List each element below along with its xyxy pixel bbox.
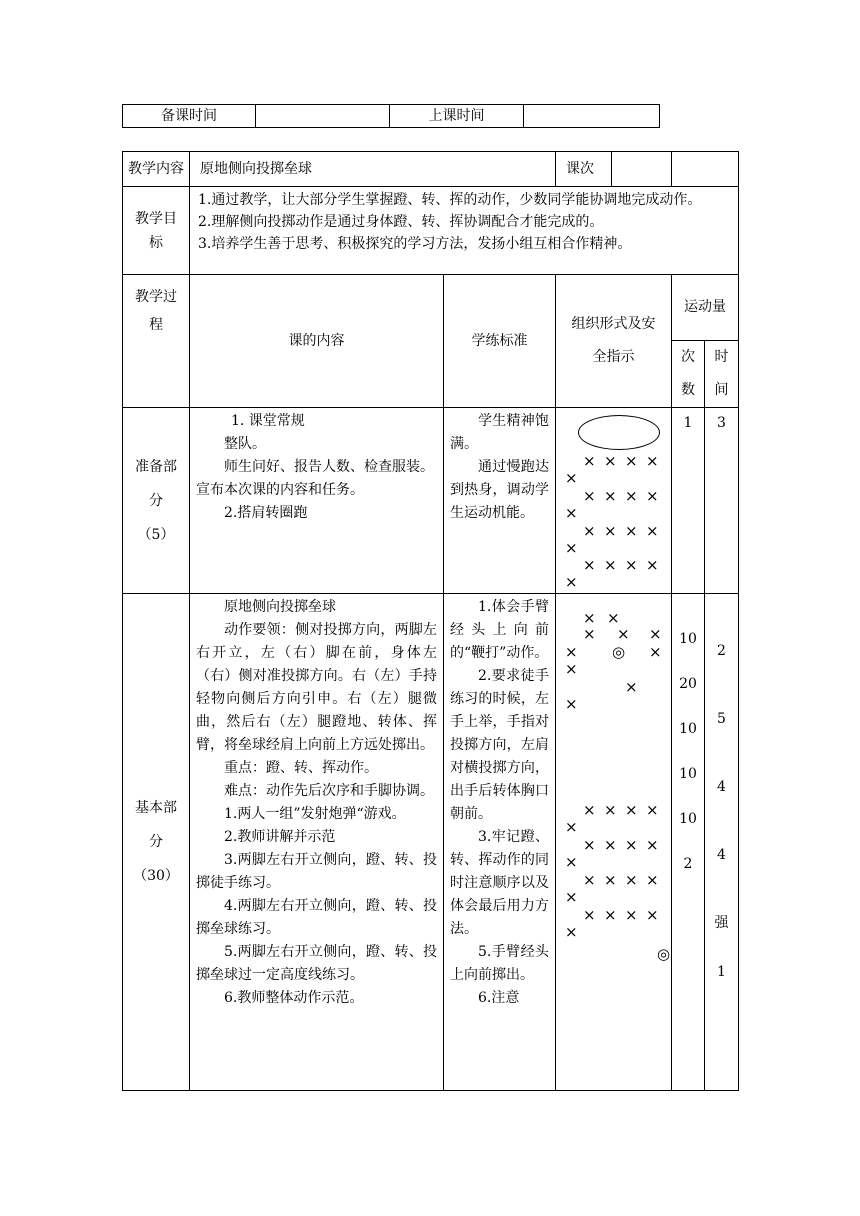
basic-standard-line: 1.体会手臂经头上向前的“鞭打”动作。 (450, 599, 549, 661)
basic-content-line: 5.两脚左右开立侧向，蹬、转、投掷垒球过一定高度线练习。 (196, 944, 437, 983)
organization-header (556, 275, 672, 408)
student-mark: × (604, 452, 617, 470)
goals-row (123, 187, 739, 275)
student-mark: × (604, 522, 617, 540)
student-mark: × (625, 522, 638, 540)
student-mark: × (625, 906, 638, 924)
basic-times-value: 10 (679, 721, 697, 737)
load-header (672, 275, 739, 341)
student-mark: × (565, 660, 578, 678)
basic-duration-value: 1 (717, 964, 726, 980)
basic-times-value: 2 (683, 856, 693, 872)
student-mark: × (565, 923, 578, 941)
student-mark: × (583, 906, 596, 924)
student-mark: × (646, 556, 659, 574)
teacher-mark: ◎ (612, 643, 626, 661)
basic-content-line: 6.教师整体动作示范。 (224, 990, 364, 1006)
lesson-number-label (556, 152, 672, 187)
basic-times (672, 594, 705, 1091)
basic-section-name (123, 594, 190, 1091)
lesson-number-text: 课次 (556, 152, 612, 186)
student-mark: × (565, 818, 578, 836)
content-label: 教学内容 (123, 152, 190, 187)
student-mark: × (565, 573, 578, 591)
student-mark: × (604, 906, 617, 924)
prep-section-title: 准备部分 (135, 458, 177, 509)
student-mark: × (646, 452, 659, 470)
student-mark: × (625, 556, 638, 574)
student-mark: × (604, 487, 617, 505)
prep-content-line: 宣布本次课的内容和任务。 (196, 482, 364, 498)
student-mark: × (607, 609, 620, 627)
goals-content (190, 187, 739, 275)
student-mark: × (583, 452, 596, 470)
student-mark: × (625, 452, 638, 470)
duration-header (705, 341, 739, 408)
prep-times-value: 1 (683, 415, 693, 431)
student-mark: × (583, 487, 596, 505)
times-header (672, 341, 705, 408)
prep-times (672, 408, 705, 594)
prep-formation (556, 408, 672, 594)
prep-standard-line: 学生精神饱满。 (450, 413, 549, 452)
goals-label-text: 教学目标 (135, 210, 177, 251)
basic-formation-diagram (556, 594, 671, 1090)
student-mark: × (625, 678, 638, 696)
basic-content-line: 难点：动作先后次序和手脚协调。 (224, 783, 434, 799)
student-mark: × (565, 469, 578, 487)
time-row (123, 105, 660, 128)
class-time-label: 上课时间 (390, 105, 524, 128)
basic-duration-value: 4 (717, 779, 726, 795)
prep-duration (705, 408, 739, 594)
student-mark: × (649, 643, 662, 661)
student-mark: × (565, 853, 578, 871)
prep-content-line: 1. 课堂常规 (231, 413, 305, 429)
student-mark: × (646, 836, 659, 854)
prep-formation-diagram (556, 408, 671, 593)
basic-section-row (123, 594, 739, 1091)
student-mark: × (604, 836, 617, 854)
process-header (123, 275, 190, 408)
student-mark: × (583, 871, 596, 889)
basic-times-value: 10 (679, 631, 697, 647)
process-header-text: 教学过程 (135, 289, 177, 333)
basic-standard-line: 6.注意 (478, 990, 520, 1006)
basic-section-standard (444, 594, 556, 1091)
basic-duration-value: 4 (717, 847, 726, 863)
basic-section-title: 基本部分 (135, 800, 177, 850)
student-mark: × (625, 836, 638, 854)
prep-section-name (123, 408, 190, 594)
student-mark: × (583, 609, 596, 627)
basic-section-minutes: （30） (133, 868, 179, 884)
student-mark: × (604, 871, 617, 889)
prep-time-label: 备课时间 (123, 105, 256, 128)
student-mark: × (646, 871, 659, 889)
student-mark: × (604, 556, 617, 574)
student-mark: × (646, 906, 659, 924)
prep-time-value (256, 105, 390, 128)
basic-content-line: 动作要领：侧对投掷方向，两脚左右开立，左（右）脚在前，身体左（右）侧对准投掷方向。右（左）手持轻物向侧后方向引申。右（左）腿微曲，然后右（左）腿蹬地、转体、挥臂，将垒球经肩上向前上方远处掷出。 (196, 622, 437, 753)
prep-content-line: 师生问好、报告人数、检查服装。 (224, 459, 434, 475)
student-mark: × (565, 643, 578, 661)
load-header-text: 运动量 (684, 299, 726, 315)
prep-content-line: 整队。 (224, 436, 266, 452)
basic-standard-line: 3.牢记蹬、转、挥动作的同时注意顺序以及体会最后用力方法。 (450, 829, 549, 937)
basic-content-line: 2.教师讲解并示范 (224, 829, 336, 845)
basic-duration (705, 594, 739, 1091)
organization-header-text: 组织形式及安全指示 (571, 316, 656, 365)
basic-content-line: 3.两脚左右开立侧向，蹬、转、投掷徒手练习。 (196, 852, 437, 891)
student-mark: × (625, 487, 638, 505)
prep-section-standard (444, 408, 556, 594)
lesson-plan-table (122, 151, 739, 1091)
student-mark: × (617, 625, 630, 643)
lesson-number-value-inline (612, 152, 671, 186)
student-mark: × (604, 801, 617, 819)
content-header: 课的内容 (190, 275, 444, 408)
student-mark: × (583, 801, 596, 819)
content-value: 原地侧向投掷垒球 (190, 152, 556, 187)
basic-content-line: 4.两脚左右开立侧向，蹬、转、投掷垒球练习。 (196, 898, 437, 937)
column-header-row-1 (123, 275, 739, 341)
student-mark: × (583, 836, 596, 854)
student-mark: × (565, 504, 578, 522)
basic-standard-line: 2.要求徒手练习的时候，左手上举，手指对投掷方向，左肩对横投掷方向，出手后转体胸口朝前。 (450, 668, 549, 822)
prep-section-row (123, 408, 739, 594)
basic-duration-value: 5 (717, 711, 726, 727)
basic-formation (556, 594, 672, 1091)
goal-item-1: 1.通过教学，让大部分学生掌握蹬、转、挥的动作，少数同学能协调地完成动作。 (198, 192, 702, 208)
student-mark: × (583, 556, 596, 574)
time-table (122, 104, 660, 128)
running-track-oval (578, 415, 660, 450)
basic-content-line: 原地侧向投掷垒球 (224, 599, 336, 615)
student-mark: × (625, 871, 638, 889)
lesson-number-value (672, 152, 739, 187)
standard-header: 学练标准 (444, 275, 556, 408)
prep-content-line: 2.搭肩转圈跑 (224, 505, 308, 521)
prep-duration-value: 3 (717, 415, 726, 431)
student-mark: × (649, 625, 662, 643)
goals-label (123, 187, 190, 275)
times-header-text: 次数 (681, 349, 695, 398)
student-mark: × (583, 625, 596, 643)
prep-section-content (190, 408, 444, 594)
basic-times-value: 20 (679, 676, 697, 692)
duration-header-text: 时间 (714, 349, 729, 398)
content-row (123, 152, 739, 187)
goal-item-2: 2.理解侧向投掷动作是通过身体蹬、转、挥协调配合才能完成的。 (198, 214, 604, 230)
basic-standard-line: 5.手臂经头上向前掷出。 (450, 944, 549, 983)
student-mark: × (646, 522, 659, 540)
basic-section-content (190, 594, 444, 1091)
basic-content-line: 1.两人一组”发射炮弹“游戏。 (224, 806, 406, 822)
prep-standard-line: 通过慢跑达到热身，调动学生运动机能。 (450, 459, 549, 521)
student-mark: × (565, 888, 578, 906)
basic-content-line: 重点：蹬、转、挥动作。 (224, 760, 378, 776)
class-time-value (524, 105, 660, 128)
basic-times-value: 10 (679, 811, 697, 827)
student-mark: × (625, 801, 638, 819)
basic-duration-value: 2 (717, 643, 726, 659)
basic-duration-value: 强 (714, 915, 729, 931)
student-mark: × (565, 539, 578, 557)
student-mark: × (583, 522, 596, 540)
goal-item-3: 3.培养学生善于思考、积极探究的学习方法，发扬小组互相合作精神。 (198, 236, 632, 252)
basic-times-value: 10 (679, 766, 697, 782)
student-mark: × (646, 487, 659, 505)
student-mark: × (565, 695, 578, 713)
student-mark: × (646, 801, 659, 819)
teacher-mark: ◎ (657, 945, 671, 963)
prep-section-minutes: （5） (137, 526, 175, 543)
